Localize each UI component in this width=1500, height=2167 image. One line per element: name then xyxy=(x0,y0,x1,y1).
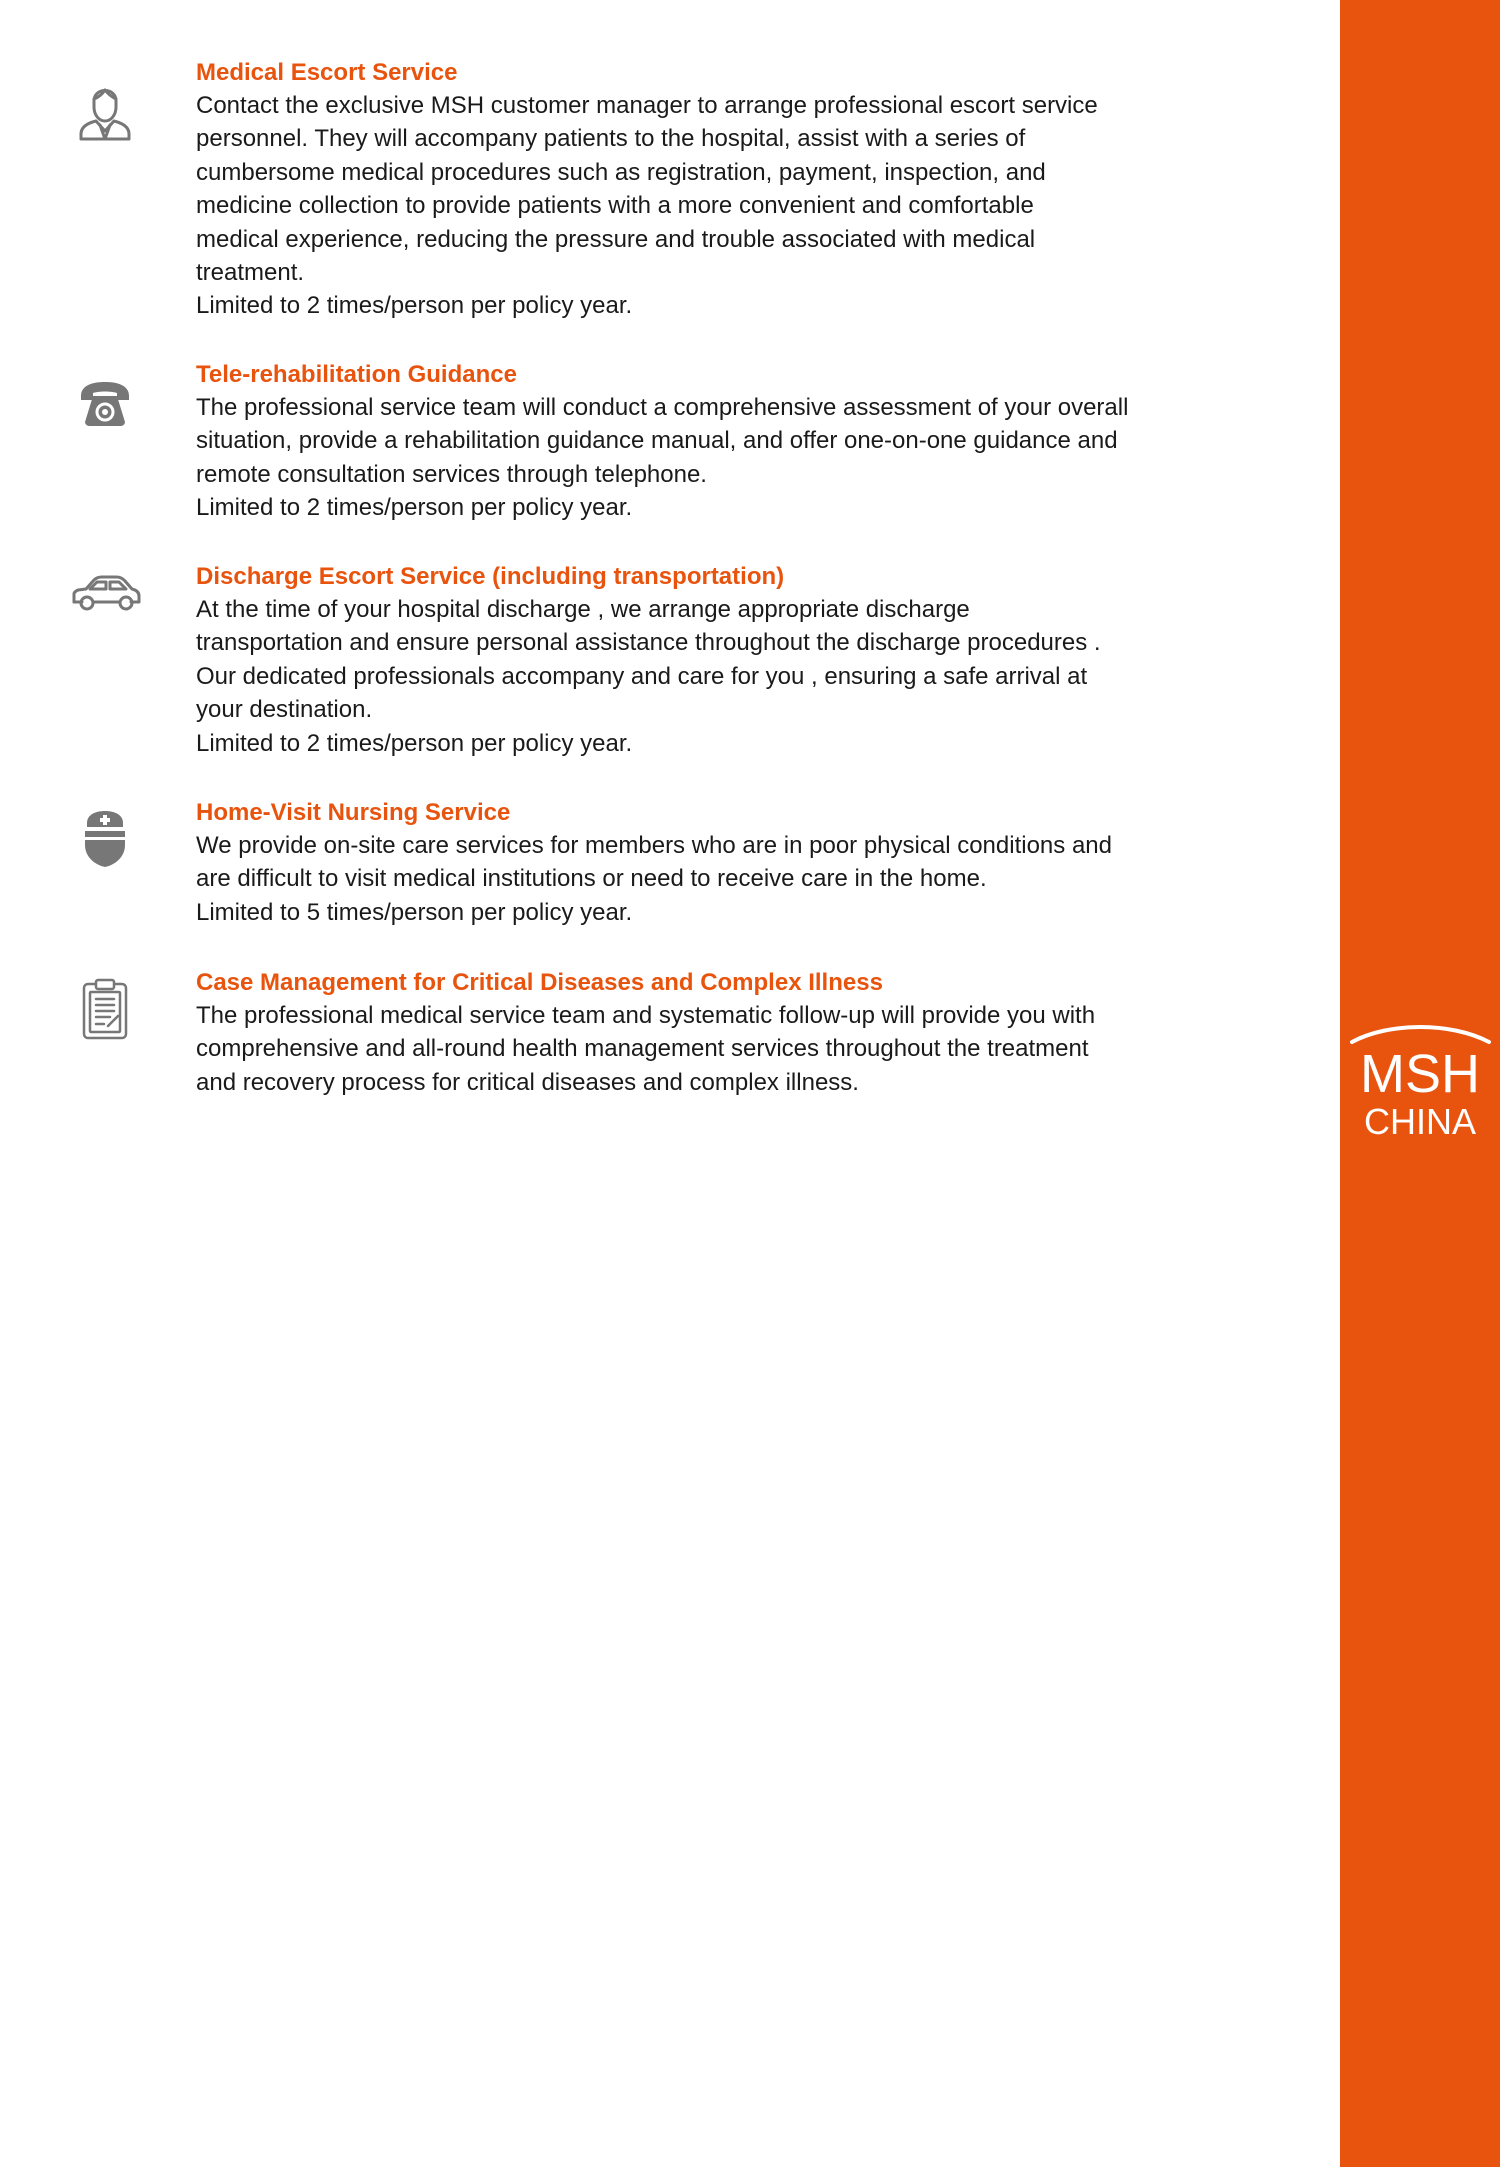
service-description: At the time of your hospital discharge , we arrange appropriate discharge transportation and ensure personal assistance throughout the discharge procedures . Our dedicated professionals accompany and care for you , ensuring a safe arrival at your destination. xyxy=(196,596,1101,724)
service-title: Discharge Escort Service (including transportation) xyxy=(196,563,785,590)
service-title: Tele-rehabilitation Guidance xyxy=(196,361,517,388)
service-description: Contact the exclusive MSH customer manager to arrange professional escort service personnel. They will accompany patients to the hospital, assist with a series of cumbersome medical procedures such as registration, payment, inspection, and medicine collection to provide patients with a more convenient and comfortable medical experience, reducing the pressure and trouble associated with medical treatment. xyxy=(196,92,1098,287)
logo-line1: MSH xyxy=(1360,1044,1480,1104)
service-title: Home-Visit Nursing Service xyxy=(196,799,511,826)
service-limit: Limited to 2 times/person per policy year. xyxy=(196,292,633,320)
doctor-icon xyxy=(70,76,140,146)
telephone-icon xyxy=(70,368,140,438)
service-description: We provide on-site care services for members who are in poor physical conditions and are difficult to visit medical institutions or need to receive care in the home. xyxy=(196,832,1112,893)
service-title: Medical Escort Service xyxy=(196,59,458,86)
service-content xyxy=(196,966,1196,1099)
service-content xyxy=(196,358,1196,525)
msh-china-logo xyxy=(1349,1024,1491,1144)
service-content xyxy=(196,796,1196,929)
service-limit: Limited to 5 times/person per policy year. xyxy=(196,898,633,926)
logo-line2: CHINA xyxy=(1363,1101,1477,1142)
service-content xyxy=(196,560,1196,760)
service-description: The professional medical service team and systematic follow-up will provide you with comprehensive and all-round health management services throughout the treatment and recovery process for critical diseases and complex illness. xyxy=(196,1002,1096,1096)
service-limit: Limited to 2 times/person per policy year. xyxy=(196,729,633,757)
service-description: The professional service team will conduct a comprehensive assessment of your overall situation, provide a rehabilitation guidance manual, and offer one-on-one guidance and remote consultation services through telephone. xyxy=(196,394,1129,488)
service-title: Case Management for Critical Diseases and Complex Illness xyxy=(196,969,883,996)
nurse-icon xyxy=(70,804,140,874)
service-limit: Limited to 2 times/person per policy year. xyxy=(196,494,633,522)
clipboard-icon xyxy=(70,974,140,1044)
car-icon xyxy=(68,560,144,630)
service-content xyxy=(196,56,1196,323)
